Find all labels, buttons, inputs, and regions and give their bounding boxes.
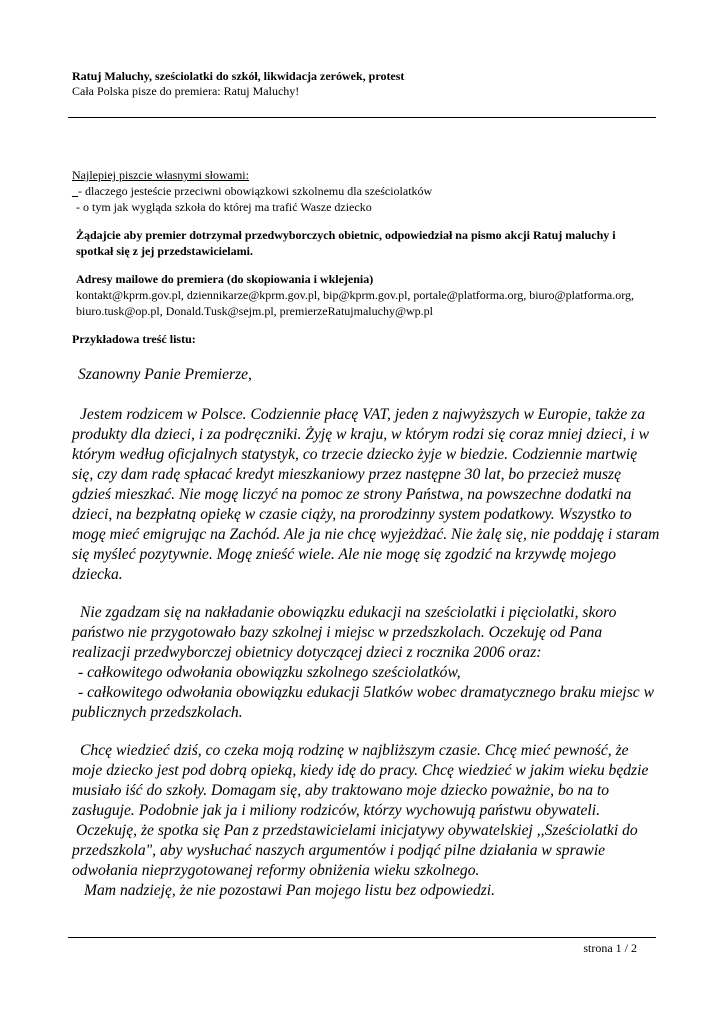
intro-bullet-1 xyxy=(72,183,652,199)
letter-paragraph-1-text: Jestem rodzicem w Polsce. Codziennie płacę VAT, jeden z najwyższych w Europie, także za produkty dla dzieci, i za podręczniki. Żyję w kraju, w którym rodzi się coraz mniej dzieci, i w którym według oficjalnych statystyk, co trzecie dziecko żyje w biedzie. Codziennie martwię się, czy dam radę spłacać kredyt mieszkaniowy przez następne 30 lat, bo przecież muszę gdzieś mieszkać. Nie mogę liczyć na pomoc ze strony Państwa, na powszechne dodatki na dzieci, na bezpłatną opiekę w czasie ciąży, na prorodzinny system podatkowy. Wszystko to mogę mieć emigrując na Zachód. Ale ja nie chcę wyjeżdżać. Nie żalę się, nie poddaję i staram się myśleć pozytywnie. Mogę znieść wiele. Ale nie mogę się zgodzić na krzywdę mojego dziecka. xyxy=(72,406,660,583)
intro-heading: Najlepiej piszcie własnymi słowami: xyxy=(72,168,249,182)
letter-paragraph-1 xyxy=(72,405,662,585)
letter-paragraph-3 xyxy=(72,741,662,901)
letter-greeting: Szanowny Panie Premierze, xyxy=(78,366,252,383)
document-subtitle: Cała Polska pisze do premiera: Ratuj Maluchy! xyxy=(72,84,300,98)
instructions-section xyxy=(72,167,652,347)
document-header xyxy=(72,69,652,99)
intro-bullet-1-prefix: _ xyxy=(72,184,78,198)
letter-paragraph-2-text: Nie zgadzam się na nakładanie obowiązku edukacji na sześciolatki i pięciolatki, skoro państwo nie przygotowało bazy szkolnej i miejsc w przedszkolach. Oczekuję od Pana realizacji przedwyborczej obietnicy dotyczącej dzieci z rocznika 2006 oraz: xyxy=(72,604,617,661)
letter-point-2: - całkowitego odwołania obowiązku edukacji 5latków wobec dramatycznego braku miejsc w publicznych przedszkolach. xyxy=(72,684,655,721)
footer-divider xyxy=(68,937,656,938)
header-divider xyxy=(68,117,656,118)
emails-heading: Adresy mailowe do premiera (do skopiowania i wklejenia) xyxy=(76,272,374,286)
letter-paragraph-4-text: Oczekuję, że spotka się Pan z przedstawicielami inicjatywy obywatelskiej ,,Sześciolatki do przedszkola", aby wysłuchać naszych argumentów i podjąć pilne działania w sprawie odwołania nieprzygotowanej reformy obniżenia wieku szkolnego. xyxy=(72,822,638,879)
letter-paragraph-2 xyxy=(72,603,662,723)
emails-list: kontakt@kprm.gov.pl, dziennikarze@kprm.gov.pl, bip@kprm.gov.pl, portale@platforma.org, biuro@platforma.org, biuro.tusk@op.pl, Donald.Tusk@sejm.pl, premierzeRatujmaluchy@wp.pl xyxy=(76,288,635,318)
demand-text: Żądajcie aby premier dotrzymał przedwyborczych obietnic, odpowiedział na pismo akcji Ratuj maluchy i spotkał się z jej przedstawicielami. xyxy=(76,228,616,258)
letter-paragraph-3-text: Chcę wiedzieć dziś, co czeka moją rodzinę w najbliższym czasie. Chcę mieć pewność, że moje dziecko jest pod dobrą opieką, kiedy idę do pracy. Chcę wiedzieć w jakim wieku będzie musiało iść do szkoły. Domagam się, aby traktowano moje dziecko poważnie, bo na to zasługuje. Podobnie jak ja i miliony rodziców, którzy wychowują państwu obywateli. xyxy=(72,742,649,819)
intro-bullet-2: - o tym jak wygląda szkoła do której ma trafić Wasze dziecko xyxy=(76,200,372,214)
document-title: Ratuj Maluchy, sześciolatki do szkół, likwidacja zerówek, protest xyxy=(72,69,405,83)
intro-bullet-1-text: - dlaczego jesteście przeciwni obowiązkowi szkolnemu dla sześciolatków xyxy=(78,184,433,198)
letter-paragraph-5-text: Mam nadzieję, że nie pozostawi Pan mojego listu bez odpowiedzi. xyxy=(84,882,496,899)
sample-heading: Przykładowa treść listu: xyxy=(72,332,196,346)
letter-point-1: - całkowitego odwołania obowiązku szkolnego sześciolatków, xyxy=(78,664,461,681)
page-number: strona 1 / 2 xyxy=(583,941,637,955)
